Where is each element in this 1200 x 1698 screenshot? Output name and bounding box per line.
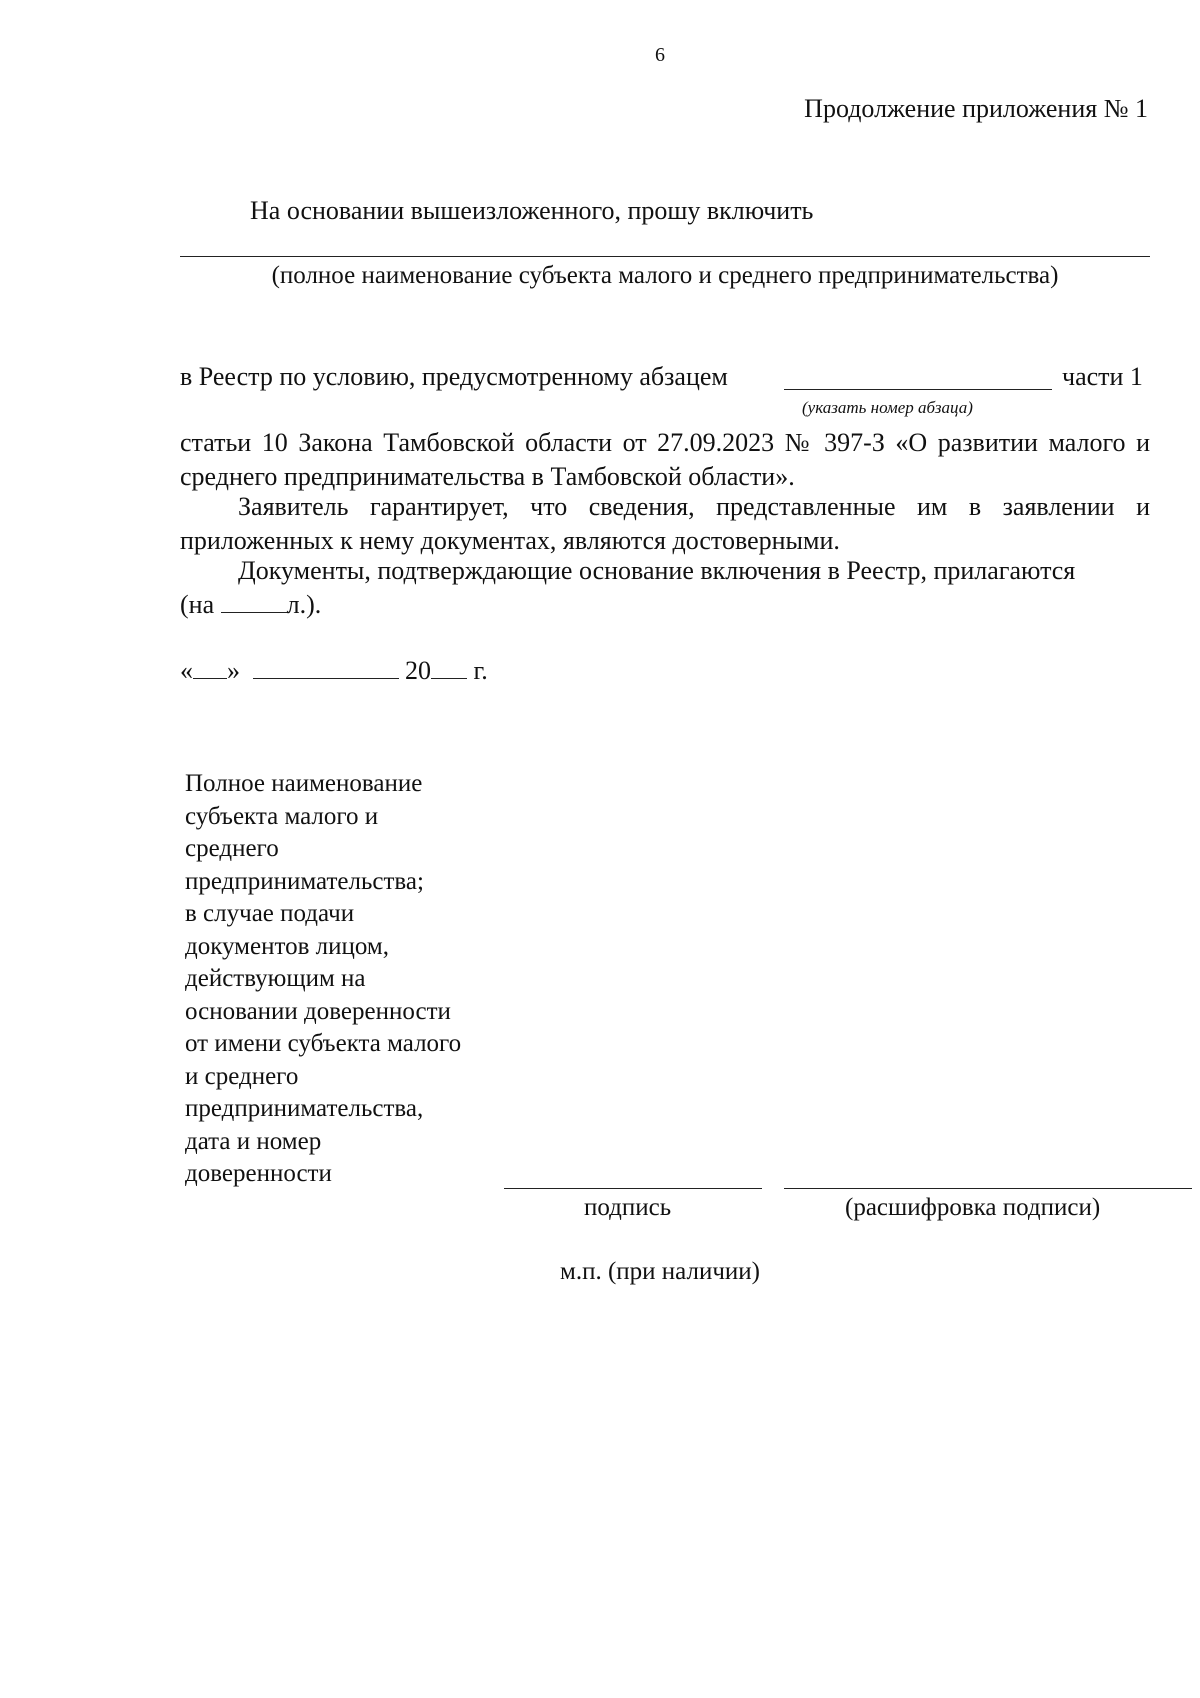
decryption-caption: (расшифровка подписи) bbox=[845, 1194, 1101, 1221]
registry-line-start: в Реестр по условию, предусмотренному абзацем bbox=[180, 362, 728, 391]
month-blank bbox=[253, 656, 399, 679]
year-suffix: г. bbox=[473, 656, 488, 685]
signer-line: от имени субъекта малого bbox=[185, 1030, 462, 1057]
day-blank bbox=[193, 656, 227, 679]
signer-line: доверенности bbox=[185, 1160, 332, 1187]
signer-description bbox=[185, 768, 515, 1191]
signer-line: в случае подачи bbox=[185, 900, 355, 927]
paragraph-number-hint: (указать номер абзаца) bbox=[802, 398, 973, 417]
signer-line: основании доверенности bbox=[185, 997, 451, 1025]
signature-caption: подпись bbox=[584, 1194, 672, 1221]
documents-text-end: л.). bbox=[286, 590, 322, 619]
documents-text-start: (на bbox=[180, 590, 215, 619]
guarantee-paragraph: Заявитель гарантирует, что сведения, представленные им в заявлении и приложенных к нему документах, являются достоверными. bbox=[180, 492, 1150, 555]
signer-line: предпринимательства, bbox=[185, 1095, 424, 1122]
year-blank bbox=[431, 656, 467, 679]
documents-paragraph bbox=[180, 554, 1150, 622]
signature-blank-line bbox=[504, 1188, 762, 1189]
decryption-blank-line bbox=[784, 1188, 1192, 1189]
documents-text-main: Документы, подтверждающие основание включения в Реестр, прилагаются bbox=[238, 556, 1076, 585]
signer-line: Полное наименование bbox=[185, 770, 423, 797]
paragraph-number-blank-line bbox=[784, 389, 1052, 390]
registry-line-end: части 1 bbox=[1062, 362, 1143, 391]
date-open-quote: « bbox=[180, 656, 193, 685]
year-prefix: 20 bbox=[405, 656, 431, 685]
sheet-count-blank bbox=[221, 590, 287, 613]
signer-line: действующим на bbox=[185, 965, 366, 992]
signer-line: дата и номер bbox=[185, 1127, 322, 1155]
signer-line: документов лицом, bbox=[185, 932, 389, 960]
signer-line: и среднего bbox=[185, 1062, 299, 1090]
page-number: 6 bbox=[655, 44, 665, 66]
signer-line: субъекта малого и bbox=[185, 802, 379, 830]
signer-line: предпринимательства; bbox=[185, 867, 424, 895]
law-reference-paragraph: статьи 10 Закона Тамбовской области от 27.09.2023 № 397-З «О развитии малого и среднего предпринимательства в Тамбовской области». bbox=[180, 428, 1150, 491]
entity-name-caption: (полное наименование субъекта малого и среднего предпринимательства) bbox=[271, 262, 1059, 289]
appendix-heading: Продолжение приложения № 1 bbox=[804, 94, 1148, 123]
signer-line: среднего bbox=[185, 835, 279, 862]
stamp-caption: м.п. (при наличии) bbox=[560, 1258, 760, 1285]
date-close-quote: » bbox=[227, 656, 240, 685]
intro-text: На основании вышеизложенного, прошу включить bbox=[250, 196, 814, 225]
date-line bbox=[180, 656, 488, 686]
entity-name-blank-line bbox=[180, 256, 1150, 257]
